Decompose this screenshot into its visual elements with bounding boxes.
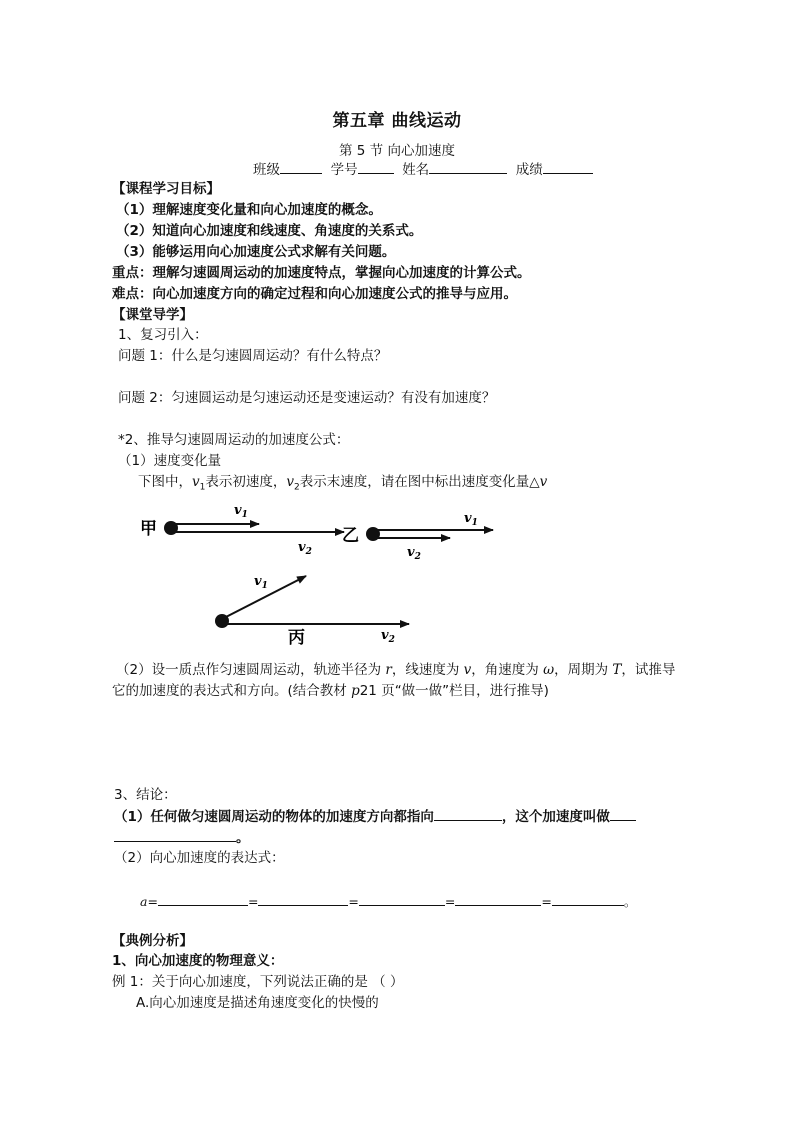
- review-heading: 1、复习引入：: [118, 327, 208, 343]
- student-no-label: 学号: [330, 162, 358, 178]
- figure-yi-label: 乙: [342, 526, 359, 546]
- class-label: 班级: [253, 162, 280, 178]
- key-point: 重点：理解匀速圆周运动的加速度特点，掌握向心加速度的计算公式。: [112, 265, 531, 281]
- score-label: 成绩: [515, 162, 543, 178]
- direction-blank[interactable]: [434, 807, 502, 821]
- conclusion-heading: 3、结论：: [114, 787, 177, 803]
- label-v1: $v_1$: [234, 503, 248, 520]
- objective-item: （1）理解速度变化量和向心加速度的概念。: [116, 202, 382, 218]
- topic-1: 1、向心加速度的物理意义：: [112, 953, 284, 969]
- formula-blank-3[interactable]: [359, 892, 445, 906]
- question-3-line1: （2）设一质点作匀速圆周运动，轨迹半径为 r，线速度为 v，角速度为 ω，周期为 T，试推导: [116, 662, 676, 678]
- conclusion-1-cont: 。: [114, 828, 250, 847]
- label-v1: $v_1$: [254, 574, 268, 591]
- name-label: 姓名: [402, 162, 430, 178]
- figure-jia: [140, 503, 344, 557]
- formula-blank-4[interactable]: [455, 892, 541, 906]
- option-a[interactable]: A.向心加速度是描述角速度变化的快慢的: [136, 995, 379, 1011]
- label-v2: $v_2$: [298, 540, 312, 557]
- conclusion-1: （1）任何做匀速圆周运动的物体的加速度方向都指向 ，这个加速度叫做: [114, 807, 636, 826]
- formula-blank-2[interactable]: [258, 892, 348, 906]
- formula-blank-1[interactable]: [158, 892, 248, 906]
- chapter-title: 第五章 曲线运动: [332, 111, 462, 131]
- name-blank-part2[interactable]: [114, 828, 236, 842]
- name-blank-part1[interactable]: [610, 807, 636, 821]
- velocity-change-heading: （1）速度变化量: [118, 453, 222, 469]
- conclusion-2: （2）向心加速度的表达式：: [114, 850, 285, 866]
- objectives-heading: 【课程学习目标】: [112, 181, 220, 197]
- derive-heading: *2、推导匀速圆周运动的加速度公式：: [118, 432, 350, 448]
- question-3-line2: 它的加速度的表达式和方向。(结合教材 p21 页“做一做”栏目，进行推导): [112, 683, 549, 699]
- question-1: 问题 1：什么是匀速圆周运动？有什么特点？: [118, 348, 388, 364]
- figure-bing: [215, 574, 409, 648]
- difficult-point: 难点：向心加速度方向的确定过程和向心加速度公式的推导与应用。: [112, 286, 517, 302]
- figure-yi: [342, 511, 493, 562]
- guide-heading: 【课堂导学】: [112, 307, 193, 323]
- examples-heading: 【典例分析】: [112, 933, 193, 949]
- section-title: 第 5 节 向心加速度: [339, 143, 455, 159]
- question-2: 问题 2：匀速圆运动是匀速运动还是变速运动？有没有加速度？: [118, 390, 496, 406]
- formula-line: a= = = = = 。: [140, 894, 637, 909]
- objective-item: （3）能够运用向心加速度公式求解有关问题。: [116, 244, 396, 260]
- figure-jia-label: 甲: [140, 519, 157, 539]
- label-v1: $v_1$: [464, 511, 478, 528]
- example-1: 例 1：关于向心加速度，下列说法正确的是 （ ）: [112, 974, 404, 990]
- objective-item: （2）知道向心加速度和线速度、角速度的关系式。: [116, 223, 423, 239]
- figure-instruction: 下图中，$v_1$表示初速度，$v_2$表示末速度，请在图中标出速度变化量△v: [138, 474, 548, 493]
- label-v2: $v_2$: [381, 628, 395, 645]
- figure-bing-label: 丙: [288, 628, 305, 648]
- formula-blank-5[interactable]: [552, 892, 624, 906]
- label-v2: $v_2$: [407, 545, 421, 562]
